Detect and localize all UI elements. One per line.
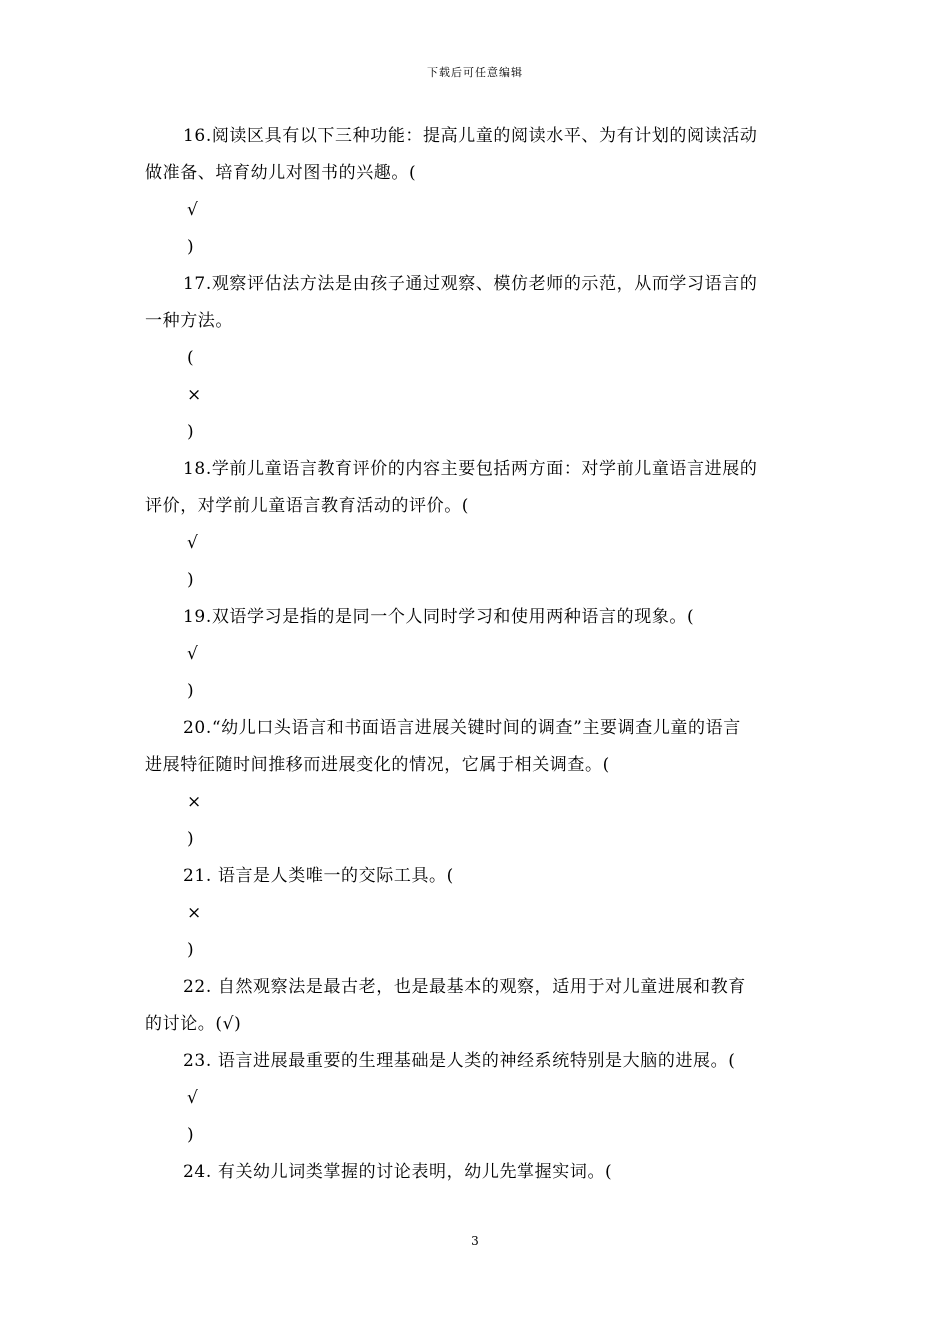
- q18-line-1: 18.学前儿童语言教育评价的内容主要包括两方面：对学前儿童语言进展的: [183, 459, 758, 479]
- q23-answer-mark: √: [187, 1088, 199, 1108]
- q21-line-1: 21. 语言是人类唯一的交际工具。(: [183, 866, 454, 886]
- q19-line-1: 19.双语学习是指的是同一个人同时学习和使用两种语言的现象。(: [183, 607, 695, 627]
- q18-close-paren: ): [187, 570, 195, 590]
- q17-line-1: 17.观察评估法方法是由孩子通过观察、模仿老师的示范，从而学习语言的: [183, 274, 758, 294]
- q17-answer-mark: ×: [187, 385, 202, 405]
- q20-answer-mark: ×: [187, 792, 202, 812]
- q21-answer-mark: ×: [187, 903, 202, 923]
- q16-line-1: 16.阅读区具有以下三种功能：提高儿童的阅读水平、为有计划的阅读活动: [183, 126, 758, 146]
- q19-close-paren: ): [187, 681, 195, 701]
- q18-line-2: 评价，对学前儿童语言教育活动的评价。(: [145, 496, 470, 516]
- q18-answer-mark: √: [187, 533, 199, 553]
- q20-close-paren: ): [187, 829, 195, 849]
- q20-line-1: 20.“幼儿口头语言和书面语言进展关键时间的调查”主要调查儿童的语言: [183, 718, 741, 738]
- q23-close-paren: ): [187, 1125, 195, 1145]
- q22-line-2: 的讨论。(√): [145, 1014, 242, 1034]
- q17-close-paren: ): [187, 422, 195, 442]
- q24-line-1: 24. 有关幼儿词类掌握的讨论表明，幼儿先掌握实词。(: [183, 1162, 613, 1182]
- document-body: [145, 118, 810, 1191]
- page-number: 3: [471, 1234, 479, 1248]
- q19-answer-mark: √: [187, 644, 199, 664]
- q23-line-1: 23. 语言进展最重要的生理基础是人类的神经系统特别是大脑的进展。(: [183, 1051, 736, 1071]
- page-header-note: 下载后可任意编辑: [427, 66, 523, 79]
- q17-open-paren: (: [187, 348, 195, 368]
- q21-close-paren: ): [187, 940, 195, 960]
- q20-line-2: 进展特征随时间推移而进展变化的情况，它属于相关调查。(: [145, 755, 610, 775]
- q16-close-paren: ): [187, 237, 195, 257]
- q17-line-2: 一种方法。: [145, 311, 233, 331]
- q16-line-2: 做准备、培育幼儿对图书的兴趣。(: [145, 163, 417, 183]
- q16-answer-mark: √: [187, 200, 199, 220]
- q22-line-1: 22. 自然观察法是最古老，也是最基本的观察，适用于对儿童进展和教育: [183, 977, 746, 997]
